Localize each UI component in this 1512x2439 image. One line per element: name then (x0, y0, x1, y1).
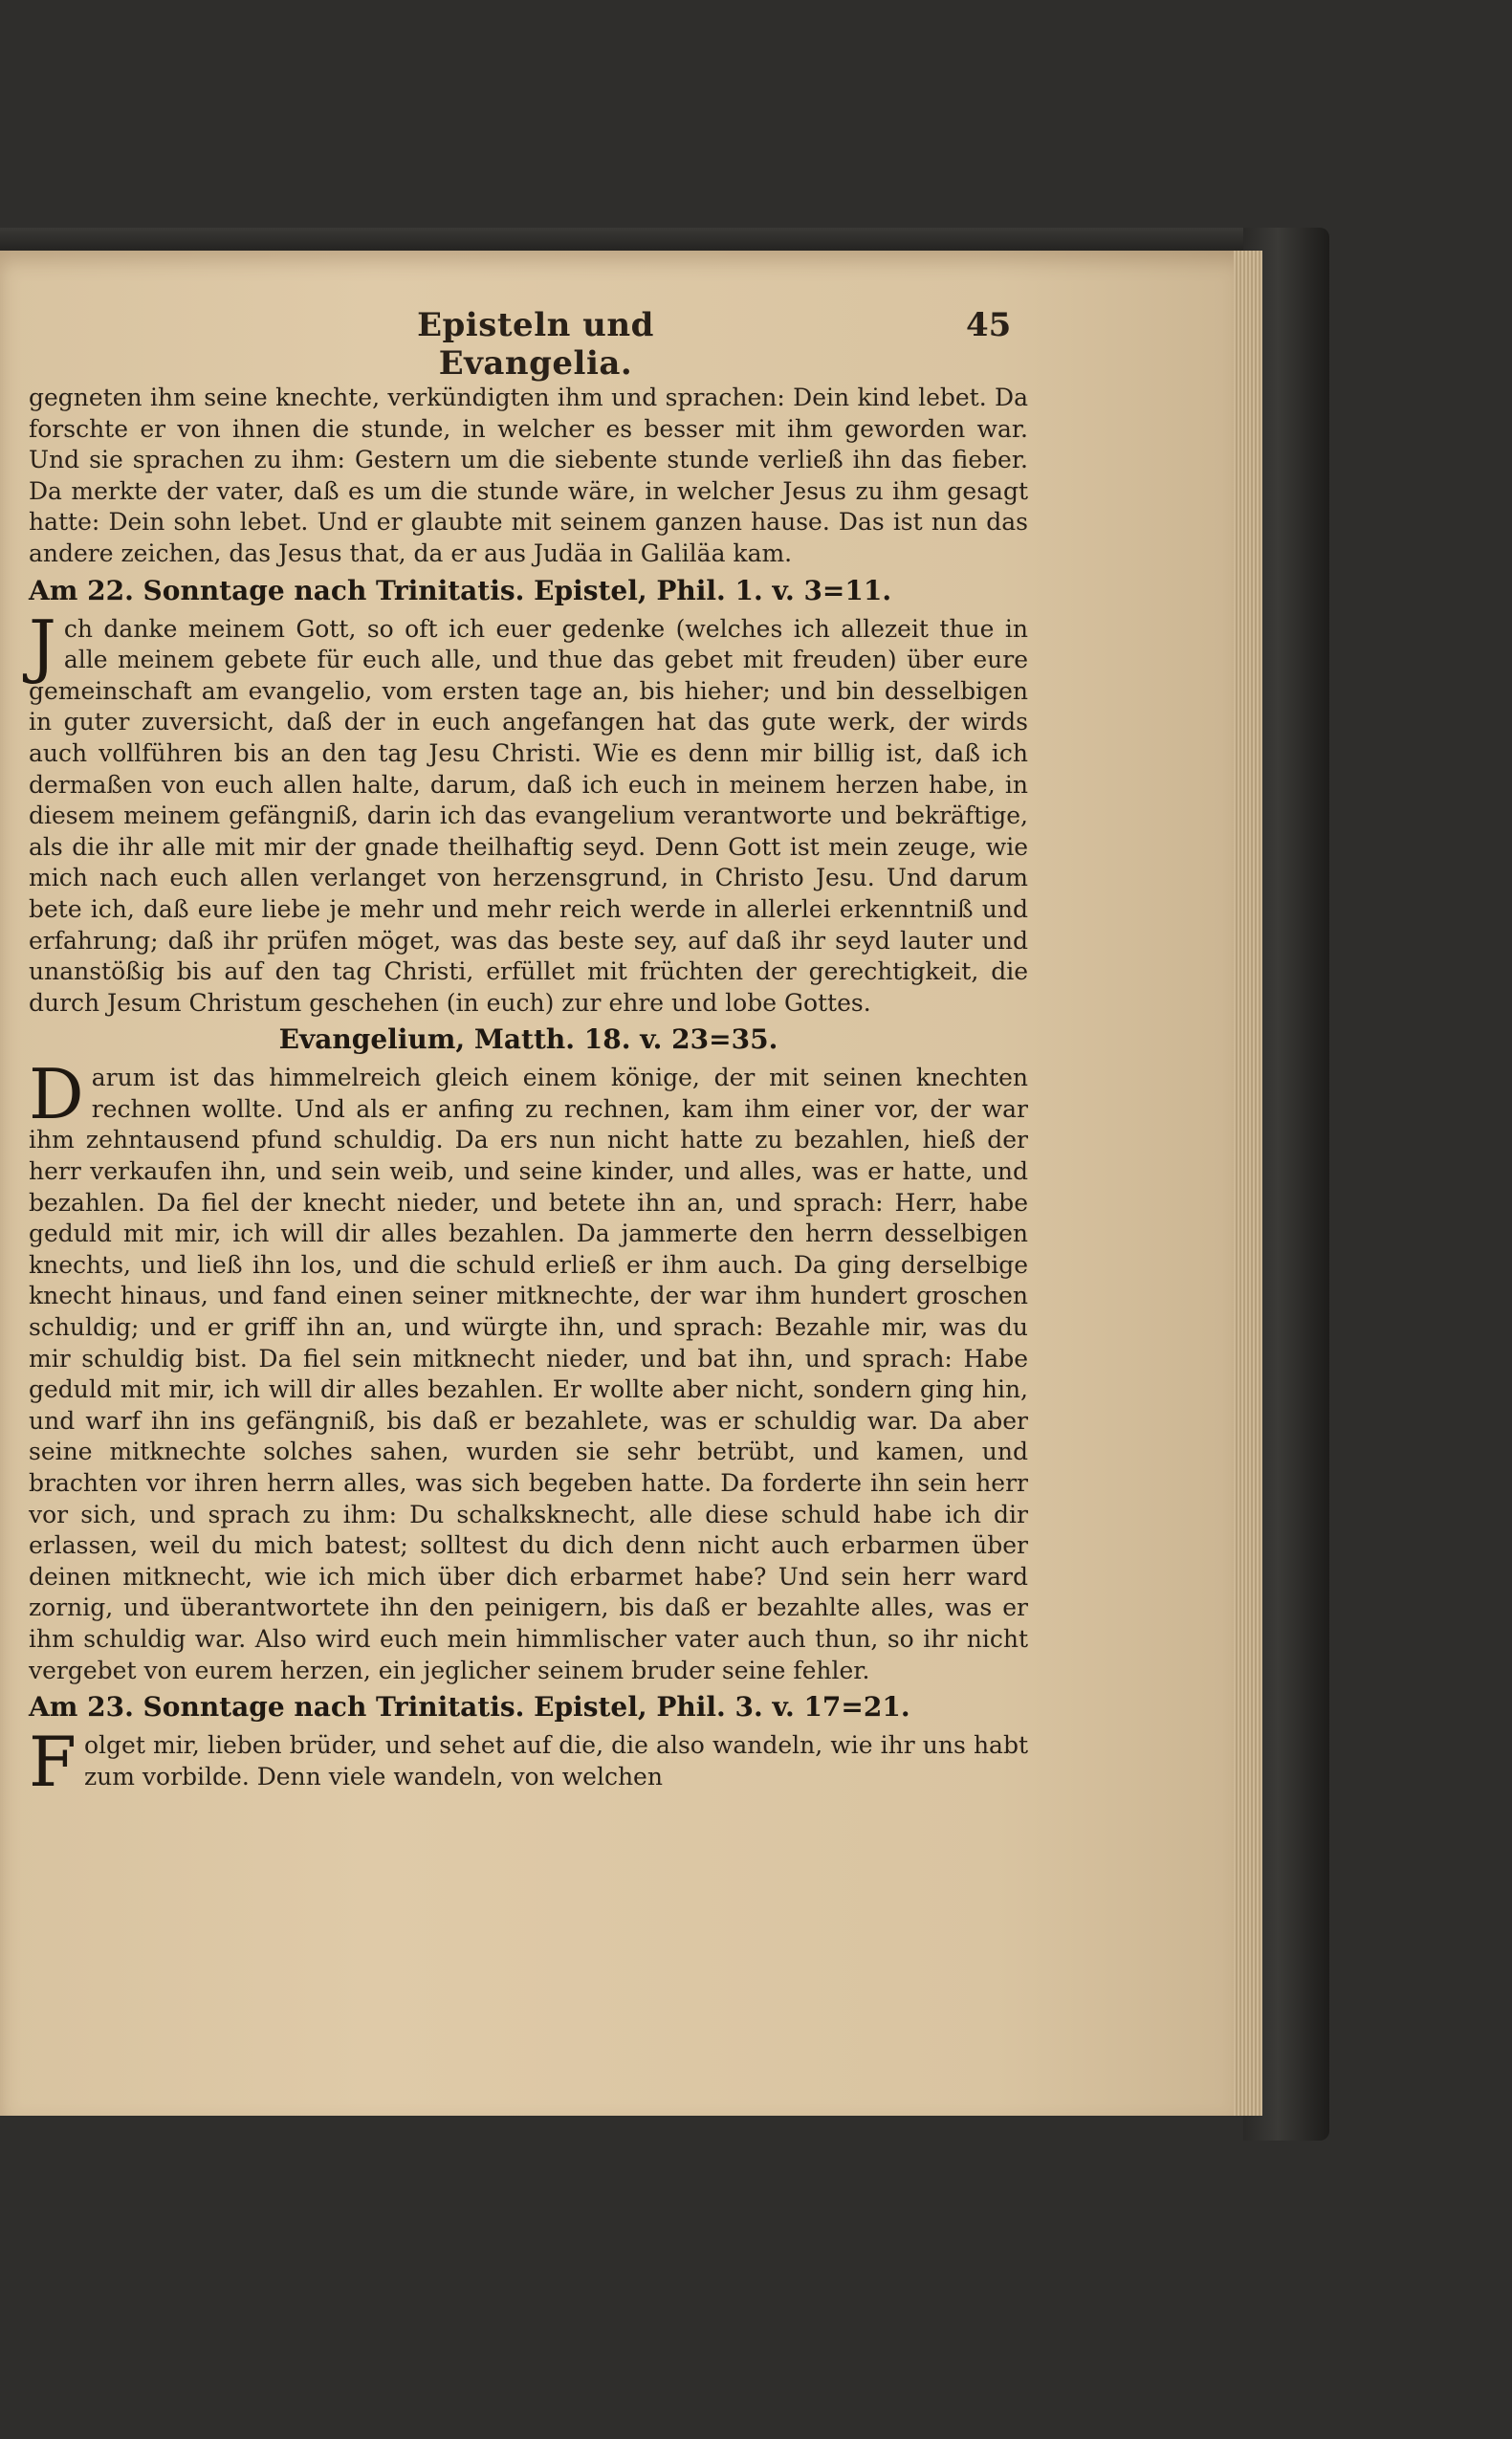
paragraph-text: ch danke meinem Gott, so oft ich euer gedenke (welches ich allezeit thue in alle meinem gebete für euch alle, und thue das gebet mit freuden) über eure gemeinschaft am evangelio, vom ersten tage an, bis hieher; und bin desselbigen in guter zuversicht, daß der in euch angefangen hat das gute werk, der wirds auch vollführen bis an den tag Jesu Christi. Wie es denn mir billig ist, daß ich dermaßen von euch allen halte, darum, daß ich euch in meinem herzen habe, in diesem meinem gefängniß, darin ich das evangelium verantworte und bekräftige, als die ihr alle mit mir der gnade theilhaftig seyd. Denn Gott ist mein zeuge, wie mich nach euch allen verlanget von herzensgrund, in Christo Jesu. Und darum bete ich, daß eure liebe je mehr und mehr reich werde in allerlei erkenntniß und erfahrung; daß ihr prüfen möget, was das beste sey, auf daß ihr seyd lauter und unanstößig bis auf den tag Christi, erfüllet mit früchten der gerechtigkeit, die durch Jesum Christum geschehen (in euch) zur ehre und lobe Gottes. (29, 614, 1028, 1017)
paragraph (29, 604, 1028, 1020)
paragraph (29, 1054, 1028, 1686)
paragraph (29, 383, 1028, 570)
running-title: Episteln und Evangelia. (417, 306, 654, 383)
section-heading: Am 23. Sonntage nach Trinitatis. Epistel, Phil. 3. v. 17=21. (29, 1691, 910, 1724)
section-heading: Evangelium, Matth. 18. v. 23=35. (278, 1023, 778, 1056)
paragraph-text: olget mir, lieben brüder, und sehet auf die, die also wandeln, wie ihr uns habt zum vorbilde. Denn viele wandeln, von welchen (83, 1731, 1028, 1791)
drop-cap: F (29, 1722, 77, 1803)
page-edges (1234, 251, 1262, 2116)
paragraph-text: arum ist das himmelreich gleich einem könige, der mit seinen knechten rechnen wollte. Und als er anfing zu rechnen, kam ihm einer vor, der war ihm zehntausend pfund schuldig. Da ers nun nicht hatte zu bezahlen, hieß der herr verkaufen ihn, und sein weib, und seine kinder, und alles, was er hatte, und bezahlen. Da fiel der knecht nieder, und betete ihn an, und sprach: Herr, habe geduld mit mir, ich will dir alles bezahlen. Da jammerte den herrn desselbigen knechts, und ließ ihn los, und die schuld erließ er ihm auch. Da ging derselbige knecht hinaus, und fand einen seiner mitknechte, der war ihm hundert groschen schuldig; und er griff ihn an, und würgte ihn, und sprach: Bezahle mir, was du mir schuldig bist. Da fiel sein mitknecht nieder, und bat ihn, und sprach: Habe geduld mit mir, ich will dir alles bezahlen. Er wollte aber nicht, sondern ging hin, und warf ihn ins gefängniß, bis daß er bezahlete, was er schuldig war. Da aber seine mitknechte solches sahen, wurden sie sehr betrübt, und kamen, und brachten vor ihren herrn alles, was sich begeben hatte. Da forderte ihn sein herr vor sich, und sprach zu ihm: Du schalksknecht, alle diese schuld habe ich dir erlassen, weil du mich batest; solltest du dich denn nicht auch erbarmen über deinen mitknecht, wie ich mich über dich erbarmet habe? Und sein herr ward zornig, und überantwortete ihn den peinigern, bis daß er bezahlte alles, was er ihm schuldig war. Also wird euch mein himmlischer vater auch thun, so ihr nicht vergebet von eurem herzen, ein jeglicher seinem bruder seine fehler. (29, 1064, 1028, 1684)
paragraph (29, 1722, 1028, 1803)
page-number: 45 (966, 306, 1012, 344)
drop-cap: J (29, 604, 56, 686)
paragraph-text: gegneten ihm seine knechte, verkündigten ihm und sprachen: Dein kind lebet. Da forschte er von ihnen die stunde, in welcher es besser mit ihm geworden war. Und sie sprachen zu ihm: Gestern um die siebente stunde verließ ihn das fieber. Da merkte der vater, daß es um die stunde wäre, in welcher Jesus zu ihm gesagt hatte: Dein sohn lebet. Und er glaubte mit seinem ganzen hause. Das ist nun das andere zeichen, das Jesus that, da er aus Judäa in Galiläa kam. (29, 384, 1028, 567)
page-header (0, 306, 1014, 383)
page-text (29, 383, 1028, 1803)
section-heading: Am 22. Sonntage nach Trinitatis. Epistel, Phil. 1. v. 3=11. (29, 574, 892, 606)
drop-cap: D (29, 1054, 84, 1135)
